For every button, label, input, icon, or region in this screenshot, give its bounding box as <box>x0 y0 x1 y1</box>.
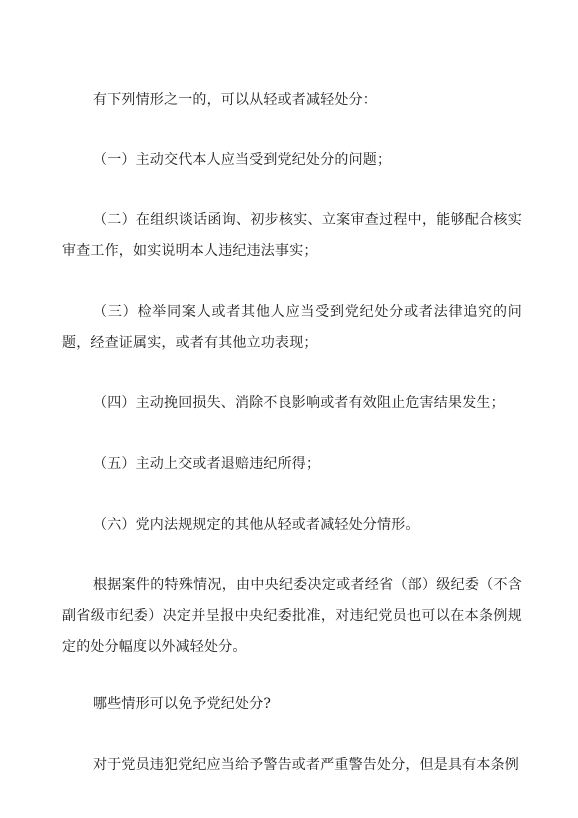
paragraph-item-1: （一）主动交代本人应当受到党纪处分的问题； <box>93 152 392 168</box>
paragraph-item-5: （五）主动上交或者退赔违纪所得； <box>93 456 321 472</box>
paragraph-exemption: 对于党员违犯党纪应当给予警告或者严重警告处分，但是具有本条例 <box>93 757 519 773</box>
paragraph-item-6: （六）党内法规规定的其他从轻或者减轻处分情形。 <box>93 517 420 533</box>
paragraph-intro: 有下列情形之一的，可以从轻或者减轻处分： <box>93 92 377 108</box>
paragraph-special-cases: 根据案件的特殊情况，由中央纪委决定或者经省（部）级纪委（不含副省级市纪委）决定并呈报中央纪委批准，对违纪党员也可以在本条例规定的处分幅度以外减轻处分。 <box>62 577 522 655</box>
paragraph-item-4: （四）主动挽回损失、消除不良影响或者有效阻止危害结果发生； <box>93 395 505 411</box>
section-question: 哪些情形可以免予党纪处分? <box>93 696 272 712</box>
paragraph-item-2: （二）在组织谈话函询、初步核实、立案审查过程中，能够配合核实审查工作，如实说明本人违纪违法事实； <box>62 212 522 259</box>
paragraph-item-3: （三）检举同案人或者其他人应当受到党纪处分或者法律追究的问题，经查证属实，或者有其他立功表现； <box>62 304 522 351</box>
